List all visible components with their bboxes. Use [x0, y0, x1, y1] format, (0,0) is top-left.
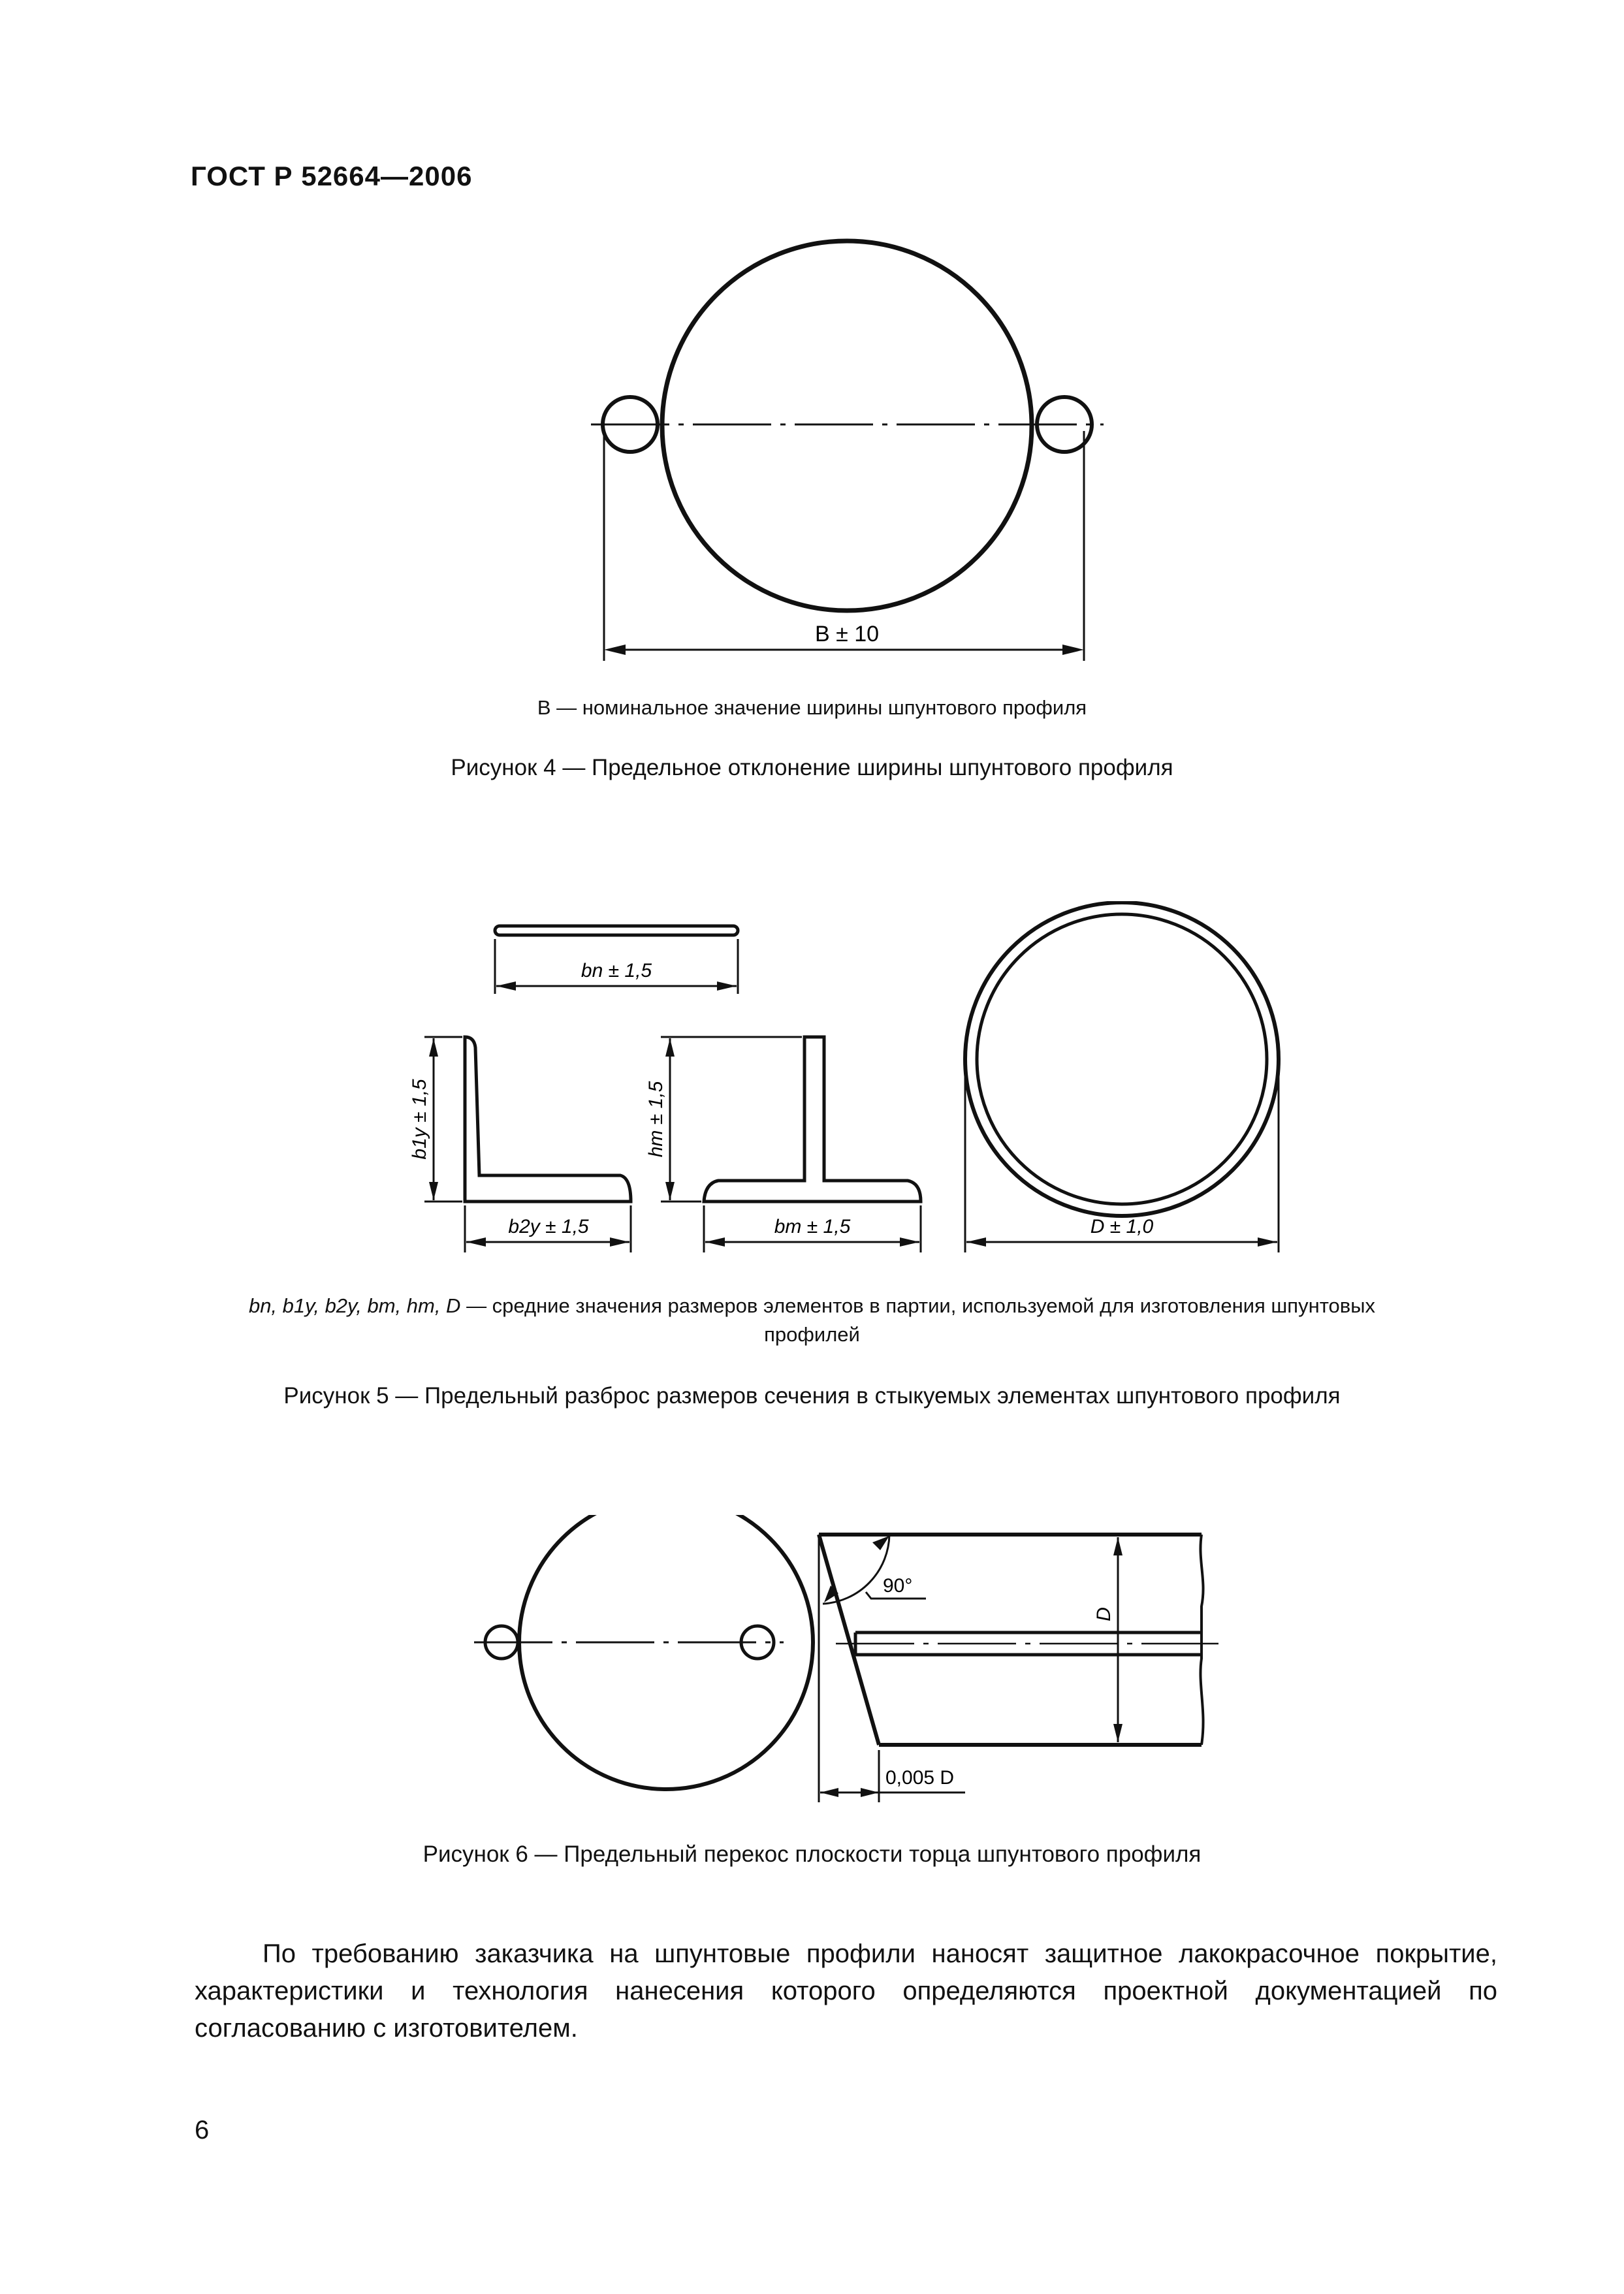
dimension-label-hm: hm ± 1,5	[645, 1081, 667, 1158]
figure-4-caption: Рисунок 4 — Предельное отклонение ширины шпунтового профиля	[451, 755, 1173, 780]
body-paragraph-block	[195, 1936, 1497, 2047]
angle-label: 90°	[883, 1575, 913, 1597]
figure-4-drawing	[0, 0, 1624, 718]
dimension-label-d: D	[1093, 1607, 1115, 1621]
arrowhead-right	[1062, 645, 1084, 655]
dimension-label-d: D ± 1,0	[1090, 1216, 1154, 1237]
angle-profile	[465, 1037, 631, 1202]
arrowhead-left	[604, 645, 626, 655]
end-face-line	[819, 1535, 879, 1745]
legend-text: B — номинальное значение ширины шпунтового профиля	[537, 696, 1087, 719]
figure-5-caption: Рисунок 5 — Предельный разброс размеров сечения в стыкуемых элементах шпунтового профиля	[283, 1383, 1341, 1409]
legend-line-1	[196, 1292, 1428, 1320]
document-header: ГОСТ Р 52664—2006	[191, 161, 473, 191]
pipe-ring-outer	[965, 902, 1279, 1216]
dimension-label-bn: bn ± 1,5	[581, 960, 652, 981]
dimension-label-offset: 0,005 D	[885, 1767, 955, 1789]
figure-5-legend	[196, 1292, 1428, 1349]
pipe-ring-inner	[977, 914, 1267, 1204]
pipe-circle	[662, 241, 1032, 611]
t-profile	[704, 1037, 921, 1202]
legend-line-2: профилей	[764, 1323, 860, 1346]
flat-strip	[495, 926, 738, 935]
dimension-label-b2y: b2y ± 1,5	[508, 1216, 589, 1237]
dimension-label-bm: bm ± 1,5	[774, 1216, 851, 1237]
legend-symbols: bn, b1y, b2y, bm, hm, D	[248, 1294, 461, 1317]
dimension-label-b: B ± 10	[814, 622, 880, 646]
break-line	[1200, 1535, 1203, 1745]
legend-text: — средние значения размеров элементов в партии, используемой для изготовления шпунтовых	[460, 1294, 1376, 1317]
figure-6-drawing	[0, 1515, 1624, 1809]
figure-6-caption: Рисунок 6 — Предельный перекос плоскости торца шпунтового профиля	[422, 1841, 1202, 1867]
figure-5-drawing	[0, 901, 1624, 1267]
body-paragraph: По требованию заказчика на шпунтовые профили наносят защитное лакокрасочное покрытие, характеристики и технология нанесения которого определяются проектной документацией по согласованию с изготовителем.	[195, 1939, 1497, 2043]
dimension-label-b1y: b1y ± 1,5	[409, 1079, 430, 1160]
figure-4-legend	[326, 696, 1298, 720]
page-number: 6	[195, 2116, 210, 2144]
